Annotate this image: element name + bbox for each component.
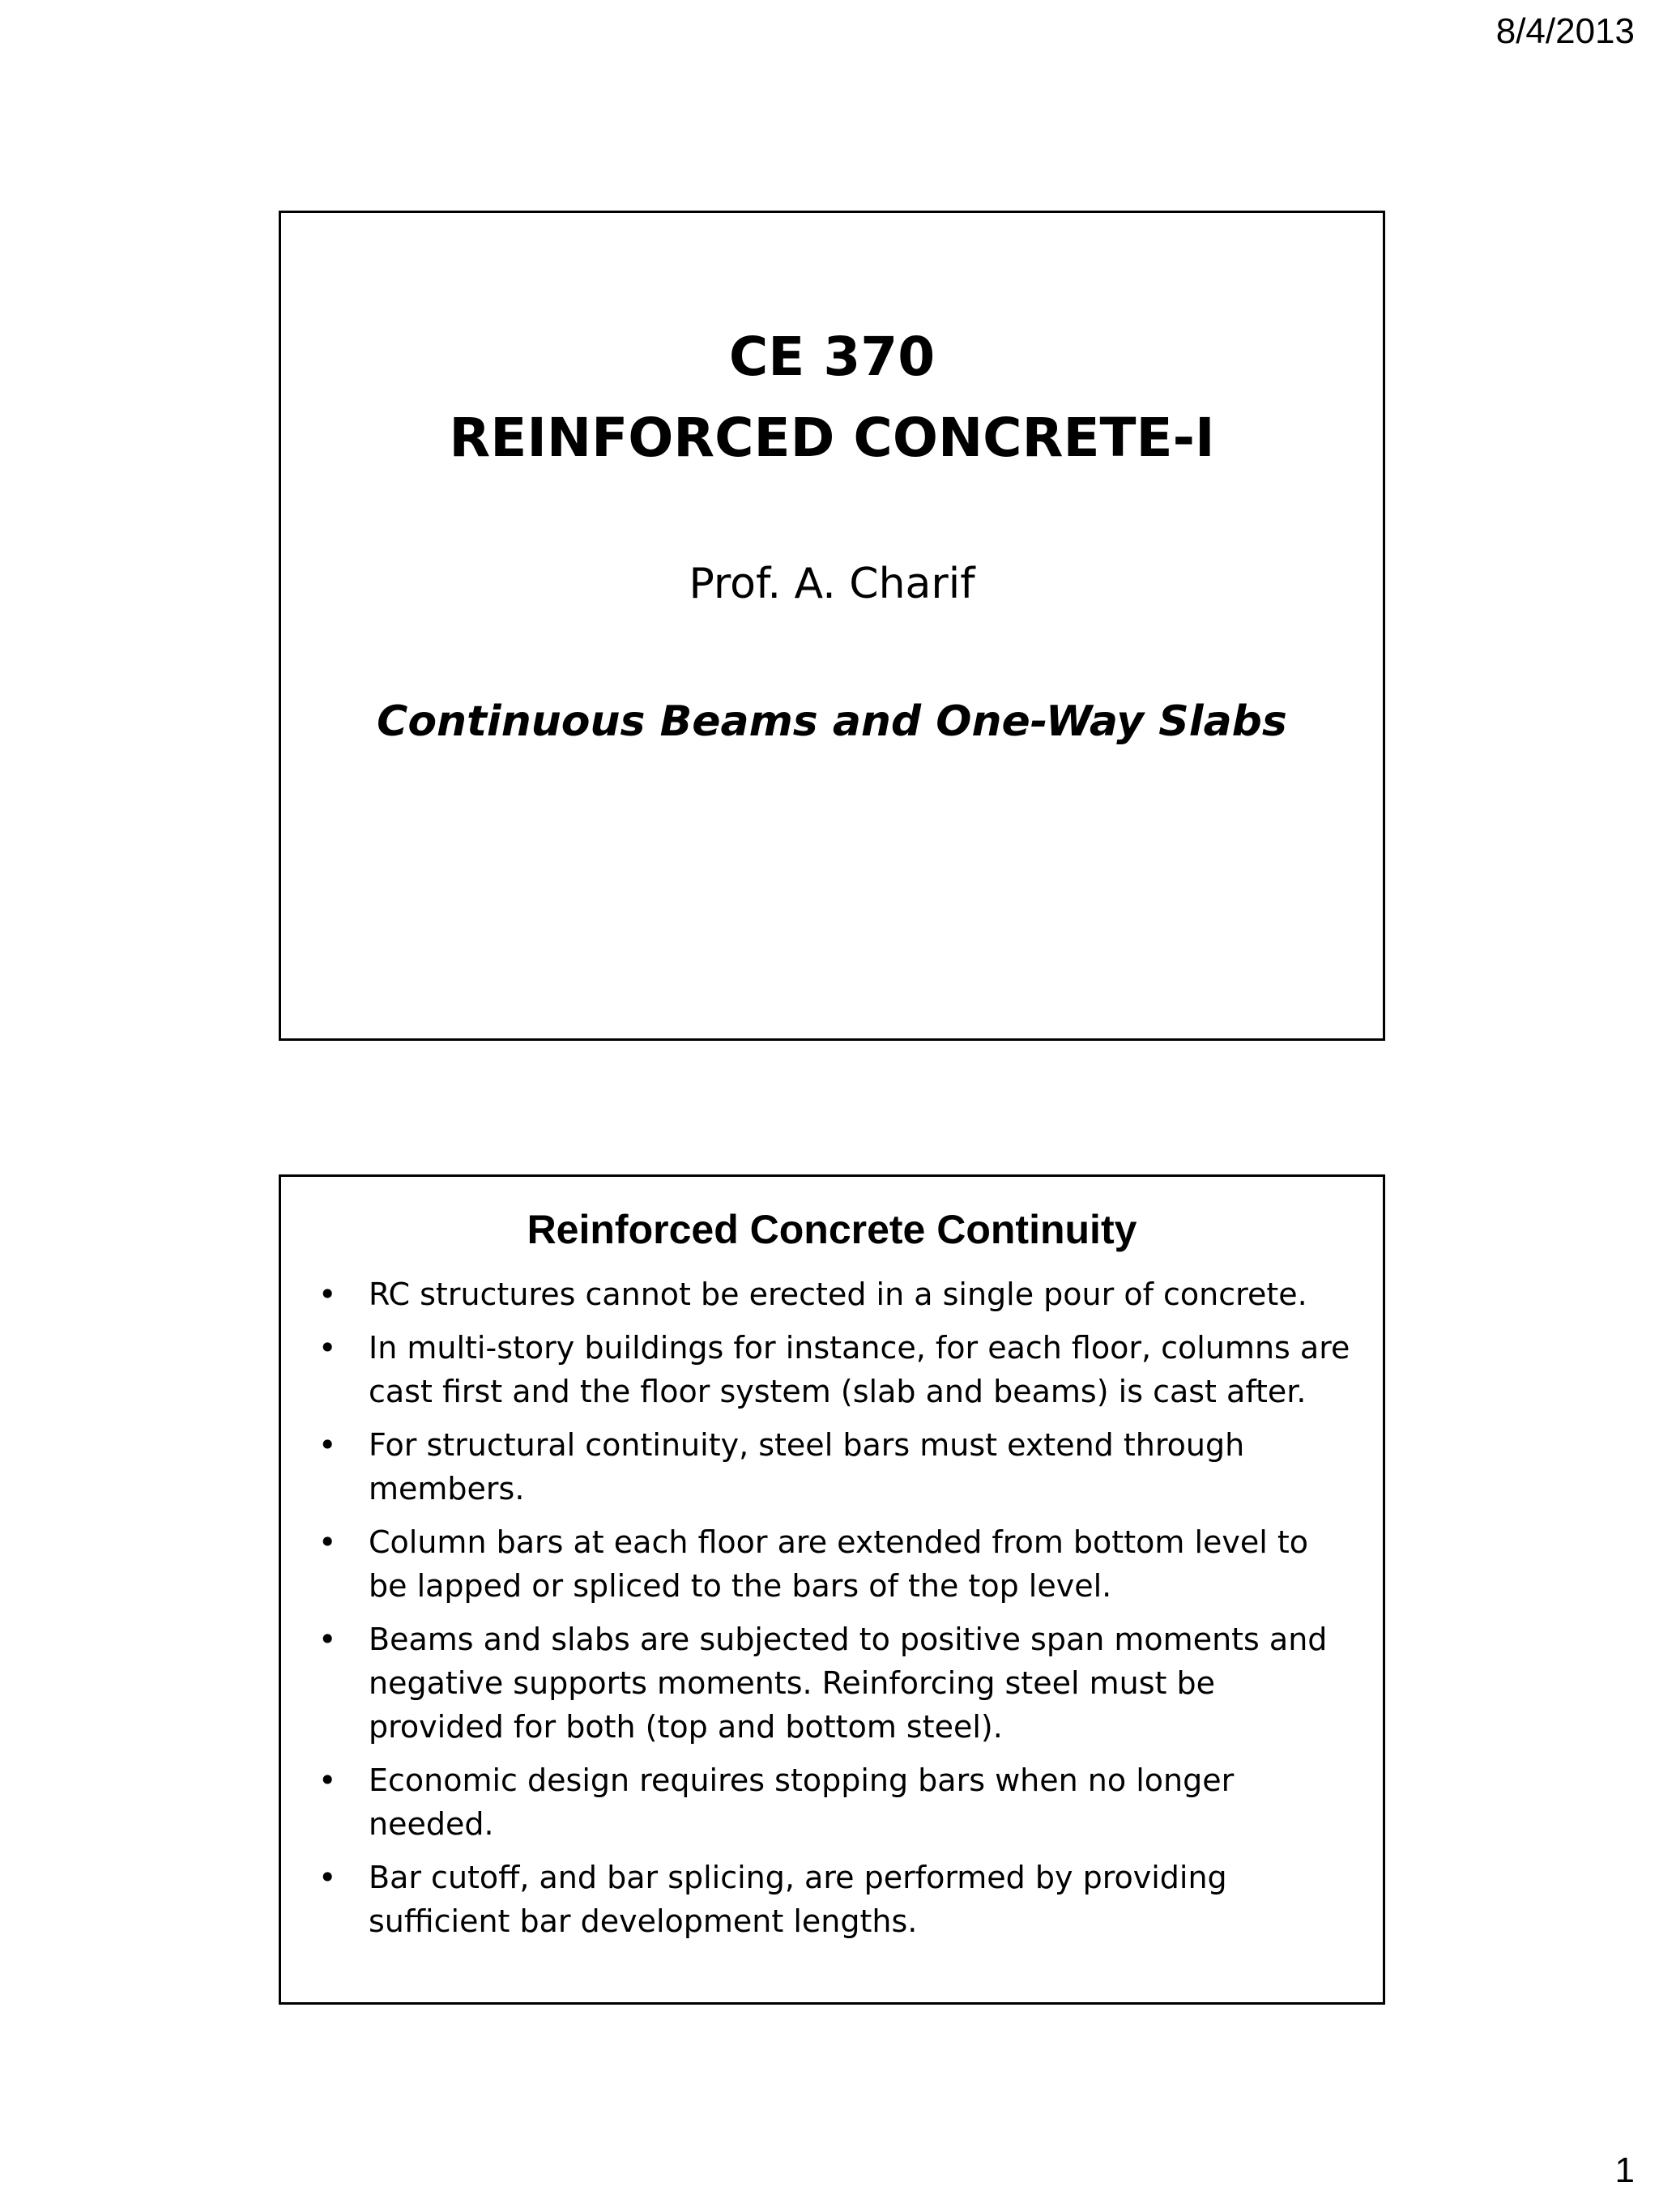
bullet-item <box>318 1520 1350 1608</box>
continuity-slide <box>279 1174 1385 2005</box>
bullet-item <box>318 1423 1350 1511</box>
bullet-marker: • <box>318 1860 337 1895</box>
page-number: 1 <box>1614 2150 1635 2190</box>
bullet-text: Column bars at each floor are extended from bottom level to be lapped or spliced to the bars of the top level. <box>369 1524 1309 1604</box>
title-slide <box>279 211 1385 1041</box>
bullet-marker: • <box>318 1762 337 1798</box>
bullet-text: Economic design requires stopping bars when no longer needed. <box>369 1762 1235 1842</box>
slide-title: Reinforced Concrete Continuity <box>527 1207 1137 1252</box>
course-code: CE 370 <box>728 326 936 388</box>
bullet-item <box>318 1758 1350 1846</box>
bullet-item <box>318 1856 1350 1943</box>
bullet-item <box>318 1272 1350 1316</box>
bullet-marker: • <box>318 1330 337 1366</box>
page-date: 8/4/2013 <box>1495 11 1635 51</box>
course-title: REINFORCED CONCRETE-I <box>449 407 1215 469</box>
bullet-item <box>318 1326 1350 1413</box>
bullet-marker: • <box>318 1276 337 1312</box>
bullet-text: For structural continuity, steel bars must extend through members. <box>369 1427 1245 1507</box>
bullet-text: Bar cutoff, and bar splicing, are performed by providing sufficient bar development lengths. <box>369 1860 1227 1939</box>
bullet-text: RC structures cannot be erected in a single pour of concrete. <box>369 1276 1307 1312</box>
bullet-text: In multi-story buildings for instance, for each floor, columns are cast first and the floor system (slab and beams) is cast after. <box>369 1330 1350 1409</box>
bullet-item <box>318 1617 1350 1749</box>
bullet-list <box>318 1272 1350 1953</box>
lecture-subtitle: Continuous Beams and One-Way Slabs <box>377 697 1287 746</box>
bullet-marker: • <box>318 1524 337 1560</box>
bullet-text: Beams and slabs are subjected to positive span moments and negative supports moments. Reinforcing steel must be provided for both (top and bottom steel). <box>369 1622 1328 1745</box>
author-name: Prof. A. Charif <box>689 560 975 608</box>
bullet-marker: • <box>318 1622 337 1657</box>
bullet-marker: • <box>318 1427 337 1463</box>
